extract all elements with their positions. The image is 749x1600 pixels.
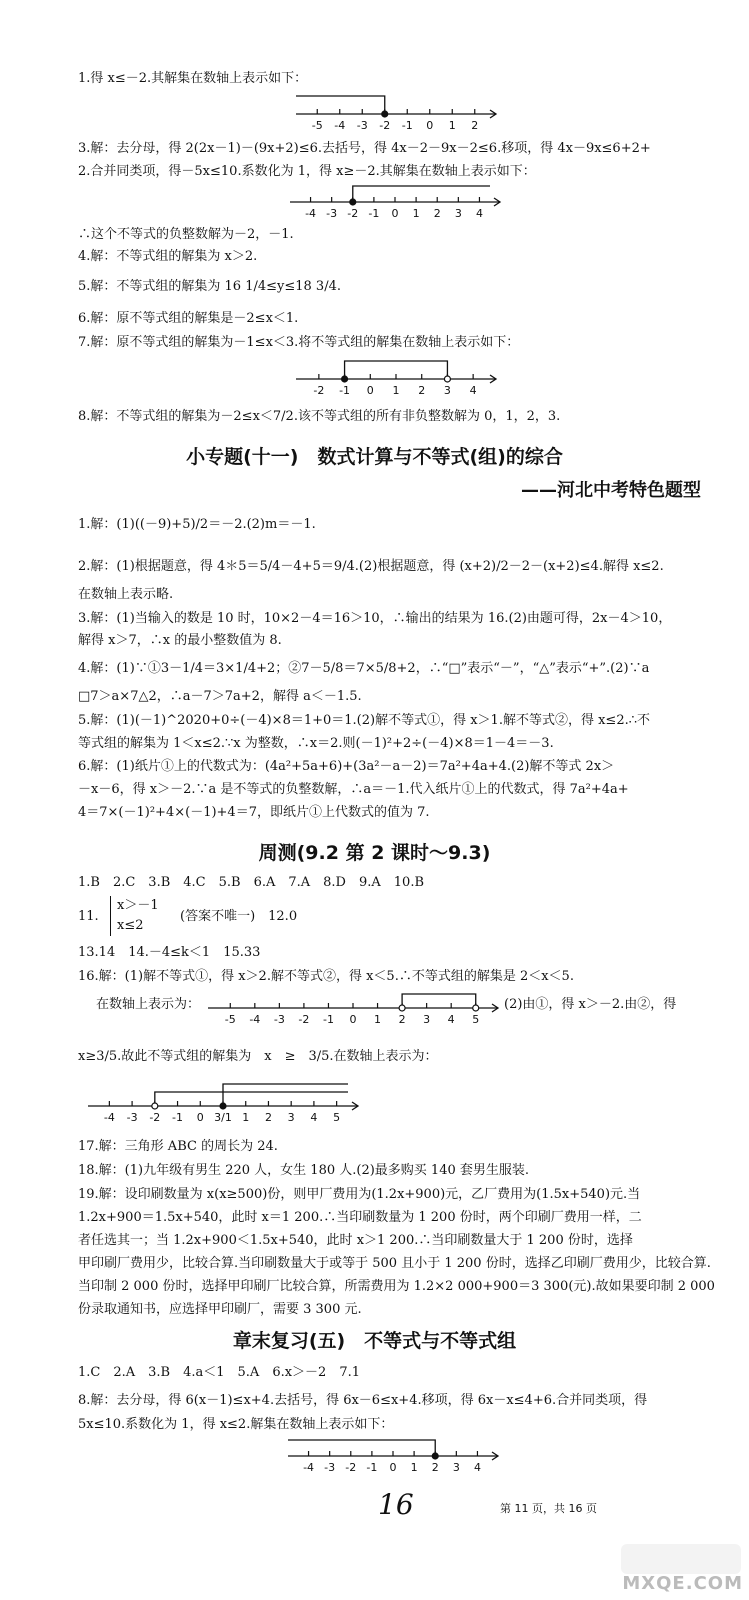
tick-label: -3 [126, 1111, 138, 1124]
tick-label: 1 [242, 1111, 250, 1124]
tick-label: 2 [418, 384, 426, 397]
line-item: 1.B 2.C 3.B 4.C 5.B 6.A 7.A 8.D 9.A 10.B [78, 875, 424, 890]
number-line-2 [290, 182, 500, 222]
tick-label: -4 [103, 1111, 115, 1124]
line-item: (2)由①，得 x＞－2.由②，得 [504, 997, 677, 1012]
tick-label: -1 [368, 207, 380, 220]
tick-label: -2 [345, 1461, 357, 1474]
tick-label: 0 [391, 207, 399, 220]
line-item: 17.解：三角形 ABC 的周长为 24. [78, 1139, 278, 1154]
line-item: 1.得 x≤－2.其解集在数轴上表示如下： [78, 71, 308, 86]
line-item: 甲印刷厂费用少，比较合算.当印刷数量大于或等于 500 且小于 1 200 份时，选择乙印刷厂费用少，比较合算. [78, 1256, 711, 1271]
tick-label: -3 [273, 1013, 285, 1026]
line-item: 8.解：去分母，得 6(x－1)≤x+4.去括号，得 6x－6≤x+4.移项，得 6x－x≤4+6.合并同类项，得 [78, 1393, 648, 1408]
tick-label: -2 [313, 384, 325, 397]
tick-label: -1 [401, 119, 413, 132]
section-title: 章末复习(五) 不等式与不等式组 [232, 1330, 517, 1352]
tick-label: -3 [326, 207, 338, 220]
line-item: 4.解：不等式组的解集为 x＞2. [78, 249, 258, 264]
tick-label: 1 [412, 207, 420, 220]
section-title: 小专题(十一) 数式计算与不等式(组)的综合 [186, 446, 563, 468]
line-item: 8.解：不等式组的解集为－2≤x＜7/2.该不等式组的所有非负整数解为 0，1，2，3. [78, 409, 561, 424]
tick-label: 2 [264, 1111, 272, 1124]
tick-label: -1 [322, 1013, 334, 1026]
tick-label: -4 [305, 207, 317, 220]
tick-label: 1 [410, 1461, 418, 1474]
tick-label: 2 [398, 1013, 406, 1026]
tick-label: 1 [374, 1013, 382, 1026]
line-item: 者任选其一；当 1.2x+900＜1.5x+540，此时 x＞1 200.∴当印刷数量大于 1 200 份时，选择 [78, 1233, 633, 1248]
tick-label: -5 [224, 1013, 236, 1026]
endpoint-dot [152, 1103, 158, 1109]
tick-label: -2 [298, 1013, 310, 1026]
line-item: 6.解：(1)纸片①上的代数式为：(4a²+5a+6)+(3a²－a－2)＝7a²+4a+4.(2)解不等式 2x＞ [78, 759, 615, 774]
section-subtitle: ——河北中考特色题型 [521, 480, 701, 501]
line-item: 13.14 14.－4≤k＜1 15.33 [78, 945, 261, 960]
tick-label: -1 [172, 1111, 184, 1124]
line-item: x≥3/5.故此不等式组的解集为 x ≥ 3/5.在数轴上表示为： [78, 1049, 438, 1064]
endpoint-dot [444, 376, 450, 382]
solution-bracket [296, 96, 385, 114]
line-item: 3.解：去分母，得 2(2x－1)－(9x+2)≤6.去括号，得 4x－2－9x－2≤6.移项，得 4x－9x≤6+2+ [78, 141, 651, 156]
number-line-4 [208, 990, 498, 1030]
watermark: MXQE.COM [622, 1573, 743, 1594]
tick-label: 3/1 [214, 1111, 232, 1124]
tick-label: -1 [339, 384, 351, 397]
line-item: □7＞a×7△2，∴a－7＞7a+2，解得 a＜－1.5. [78, 689, 362, 704]
endpoint-dot [342, 376, 348, 382]
tick-label: -4 [249, 1013, 261, 1026]
line-item: 4.解：(1)∵①3－1/4＝3×1/4+2；②7－5/8＝7×5/8+2，∴“□”表示“－”，“△”表示“+”.(2)∵a [78, 661, 650, 676]
solution-bracket [402, 994, 476, 1008]
tick-label: 3 [443, 384, 451, 397]
page-footer: 第 11 页，共 16 页 [500, 1502, 597, 1515]
solution-bracket [288, 1440, 435, 1456]
number-line-1 [296, 88, 496, 138]
tick-label: 0 [366, 384, 374, 397]
line-item: 3.解：(1)当输入的数是 10 时，10×2－4＝16＞10，∴输出的结果为 16.(2)由题可得，2x－4＞10， [78, 611, 672, 626]
line-item: －x－6，得 x＞－2.∵a 是不等式的负整数解，∴a＝－1.代入纸片①上的代数式，得 7a²+4a+ [78, 782, 629, 797]
line-item: 1.2x+900＝1.5x+540，此时 x＝1 200.∴当印刷数量为 1 200 份时，两个印刷厂费用一样，二 [78, 1210, 642, 1225]
tick-label: 0 [426, 119, 434, 132]
endpoint-dot [399, 1005, 405, 1011]
line-item: 19.解：设印刷数量为 x(x≥500)份，则甲厂费用为(1.2x+900)元，乙厂费用为(1.5x+540)元.当 [78, 1187, 641, 1202]
line-item: 2.解：(1)根据题意，得 4＊5＝5/4－4+5＝9/4.(2)根据题意，得 (x+2)/2－2－(x+2)≤4.解得 x≤2. [78, 559, 664, 574]
solution-bracket [155, 1092, 348, 1106]
tick-label: 5 [333, 1111, 341, 1124]
line-item: 在数轴上表示为： [96, 997, 201, 1012]
tick-label: 4 [469, 384, 477, 397]
tick-label: -3 [324, 1461, 336, 1474]
number-line-5 [88, 1076, 358, 1136]
tick-label: 5 [472, 1013, 480, 1026]
tick-label: 0 [389, 1461, 397, 1474]
line-item: 5.解：不等式组的解集为 16 1/4≤y≤18 3/4. [78, 279, 341, 294]
solution-bracket [223, 1084, 348, 1106]
line-item: 解得 x＞7，∴x 的最小整数值为 8. [78, 633, 282, 648]
tick-label: -4 [303, 1461, 315, 1474]
tick-label: 2 [471, 119, 479, 132]
line-item: (答案不唯一) 12.0 [180, 909, 298, 924]
line-item: 4＝7×(－1)²+4×(－1)+4＝7，即纸片①上代数式的值为 7. [78, 805, 430, 820]
tick-label: -3 [356, 119, 368, 132]
tick-label: 4 [475, 207, 483, 220]
tick-label: 0 [349, 1013, 357, 1026]
system-row: x≤2 [117, 918, 144, 933]
tick-label: 2 [431, 1461, 439, 1474]
line-item: 16.解：(1)解不等式①，得 x＞2.解不等式②，得 x＜5.∴不等式组的解集是 2＜x＜5. [78, 969, 574, 984]
line-item: 7.解：原不等式组的解集为－1≤x＜3.将不等式组的解集在数轴上表示如下： [78, 335, 520, 350]
tick-label: -2 [379, 119, 391, 132]
system-row: x＞－1 [117, 898, 159, 913]
endpoint-dot [473, 1005, 479, 1011]
tick-label: -5 [311, 119, 323, 132]
line-item: 在数轴上表示略. [78, 587, 174, 602]
tick-label: -2 [149, 1111, 161, 1124]
endpoint-dot [350, 199, 356, 205]
line-item: 18.解：(1)九年级有男生 220 人，女生 180 人.(2)最多购买 140 套男生服装. [78, 1163, 530, 1178]
watermark-logo-icon [621, 1544, 741, 1574]
tick-label: 4 [310, 1111, 318, 1124]
section-title: 周测(9.2 第 2 课时～9.3) [258, 842, 491, 864]
line-item: 份录取通知书，应选择甲印刷厂，需要 3 300 元. [78, 1302, 362, 1317]
endpoint-dot [220, 1103, 226, 1109]
tick-label: 3 [454, 207, 462, 220]
line-item: 5x≤10.系数化为 1，得 x≤2.解集在数轴上表示如下： [78, 1417, 394, 1432]
answer-11-system [110, 896, 159, 936]
tick-label: 1 [448, 119, 456, 132]
tick-label: -4 [334, 119, 346, 132]
tick-label: 4 [447, 1013, 455, 1026]
line-item: 等式组的解集为 1＜x≤2.∵x 为整数，∴x＝2.则(－1)²+2÷(－4)×8＝1－4＝－3. [78, 736, 554, 751]
line-item: 当印制 2 000 份时，选择甲印刷厂比较合算，所需费用为 1.2×2 000+900＝3 300(元).故如果要印制 2 000 [78, 1279, 715, 1294]
tick-label: 0 [196, 1111, 204, 1124]
tick-label: 1 [392, 384, 400, 397]
handwritten-page-number: 16 [378, 1488, 414, 1521]
tick-label: -1 [366, 1461, 378, 1474]
line-item: 2.合并同类项，得－5x≤10.系数化为 1，得 x≥－2.其解集在数轴上表示如下： [78, 164, 536, 179]
line-item: 1.解：(1)((－9)+5)/2＝－2.(2)m＝－1. [78, 517, 316, 532]
tick-label: 2 [433, 207, 441, 220]
tick-label: 3 [287, 1111, 295, 1124]
tick-label: 4 [473, 1461, 481, 1474]
line-item: ∴这个不等式的负整数解为－2，－1. [78, 227, 294, 242]
tick-label: 3 [452, 1461, 460, 1474]
line-item: 1.C 2.A 3.B 4.a＜1 5.A 6.x＞－2 7.1 [78, 1365, 360, 1380]
line-item: 6.解：原不等式组的解集是－2≤x＜1. [78, 311, 299, 326]
answer-11-number: 11. [78, 909, 99, 924]
number-line-6 [288, 1436, 498, 1476]
tick-label: -2 [347, 207, 359, 220]
number-line-3 [296, 355, 496, 400]
tick-label: 3 [423, 1013, 431, 1026]
line-item: 5.解：(1)(－1)^2020+0÷(－4)×8＝1+0＝1.(2)解不等式①，得 x＞1.解不等式②，得 x≤2.∴不 [78, 713, 650, 728]
